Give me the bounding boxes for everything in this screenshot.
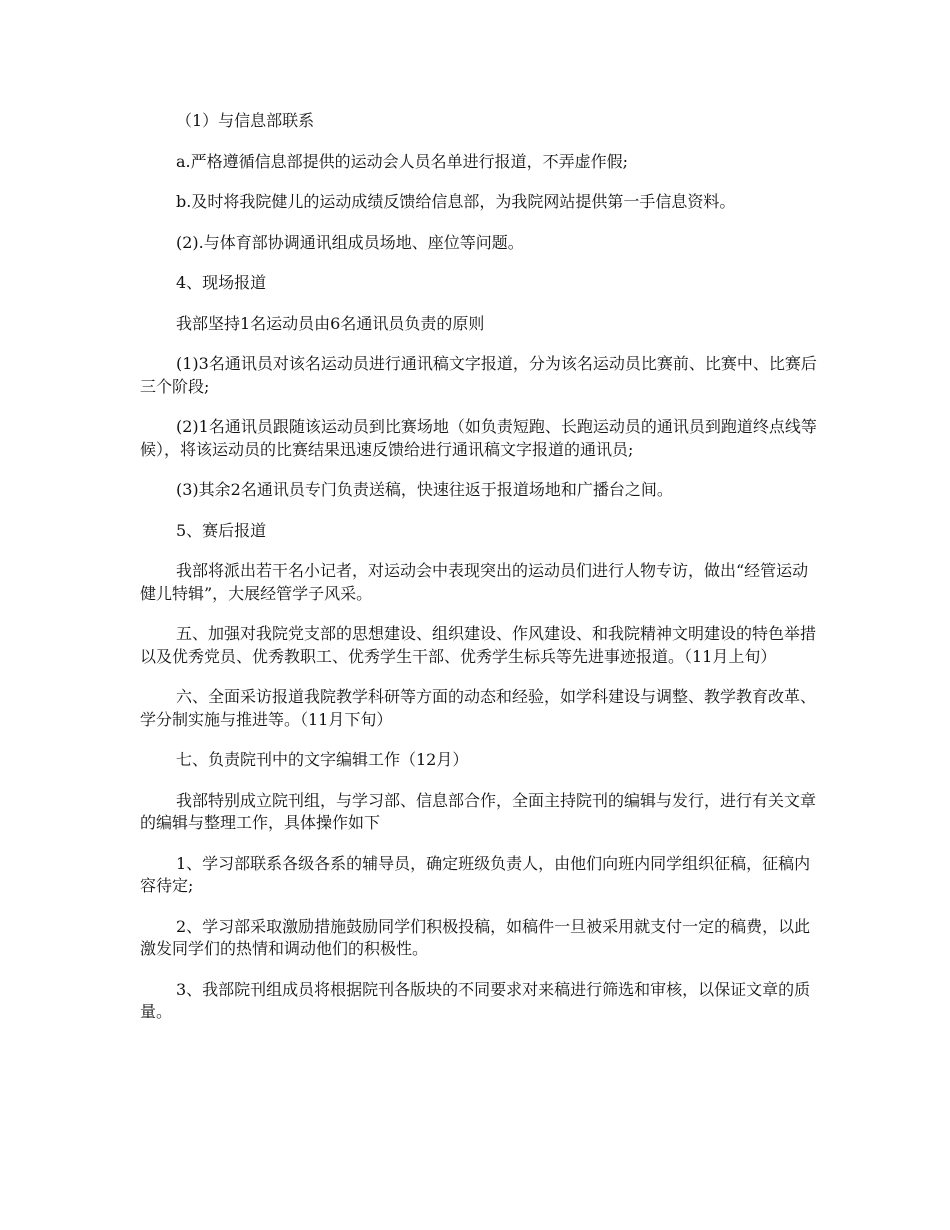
paragraph: (3)其余2名通讯员专门负责送稿，快速往返于报道场地和广播台之间。 (176, 480, 673, 499)
paragraph: 2、学习部采取激励措施鼓励同学们积极投稿，如稿件一旦被采用就支付一定的稿费，以此激发同学们的热情和调动他们的积极性。 (140, 916, 811, 958)
paragraph: b.及时将我院健儿的运动成绩反馈给信息部，为我院网站提供第一手信息资料。 (176, 192, 736, 211)
paragraph: 我部将派出若干名小记者，对运动会中表现突出的运动员们进行人物专访，做出“经管运动健儿特辑”，大展经管学子风采。 (140, 561, 809, 603)
document-body (140, 110, 820, 1042)
paragraph: 3、我部院刊组成员将根据院刊各版块的不同要求对来稿进行筛选和审核，以保证文章的质量。 (140, 979, 811, 1021)
paragraph: 4、现场报道 (176, 273, 267, 292)
paragraph: (1)3名通讯员对该名运动员进行通讯稿文字报道，分为该名运动员比赛前、比赛中、比赛后三个阶段; (140, 354, 817, 396)
paragraph: 5、赛后报道 (176, 520, 267, 540)
paragraph: (2)1名通讯员跟随该运动员到比赛场地（如负责短跑、长跑运动员的通讯员到跑道终点线等候），将该运动员的比赛结果迅速反馈给进行通讯稿文字报道的通讯员; (140, 417, 817, 459)
paragraph: 五、加强对我院党支部的思想建设、组织建设、作风建设、和我院精神文明建设的特色举措以及优秀党员、优秀教职工、优秀学生干部、优秀学生标兵等先进事迹报道。（11月上旬） (140, 624, 817, 666)
paragraph: 六、全面采访报道我院教学科研等方面的动态和经验，如学科建设与调整、教学教育改革、学分制实施与推进等。（11月下旬） (140, 687, 817, 729)
paragraph: a.严格遵循信息部提供的运动会人员名单进行报道，不弄虚作假; (176, 151, 629, 171)
paragraph: (2).与体育部协调通讯组成员场地、座位等问题。 (176, 232, 524, 252)
paragraph: 七、负责院刊中的文字编辑工作（12月） (176, 750, 469, 769)
paragraph: 我部特别成立院刊组，与学习部、信息部合作，全面主持院刊的编辑与发行，进行有关文章的编辑与整理工作，具体操作如下 (140, 790, 817, 832)
paragraph: （1）与信息部联系 (176, 111, 315, 130)
paragraph: 1、学习部联系各级各系的辅导员，确定班级负责人，由他们向班内同学组织征稿，征稿内容待定; (140, 853, 811, 895)
paragraph: 我部坚持1名运动员由6名通讯员负责的原则 (176, 313, 485, 333)
